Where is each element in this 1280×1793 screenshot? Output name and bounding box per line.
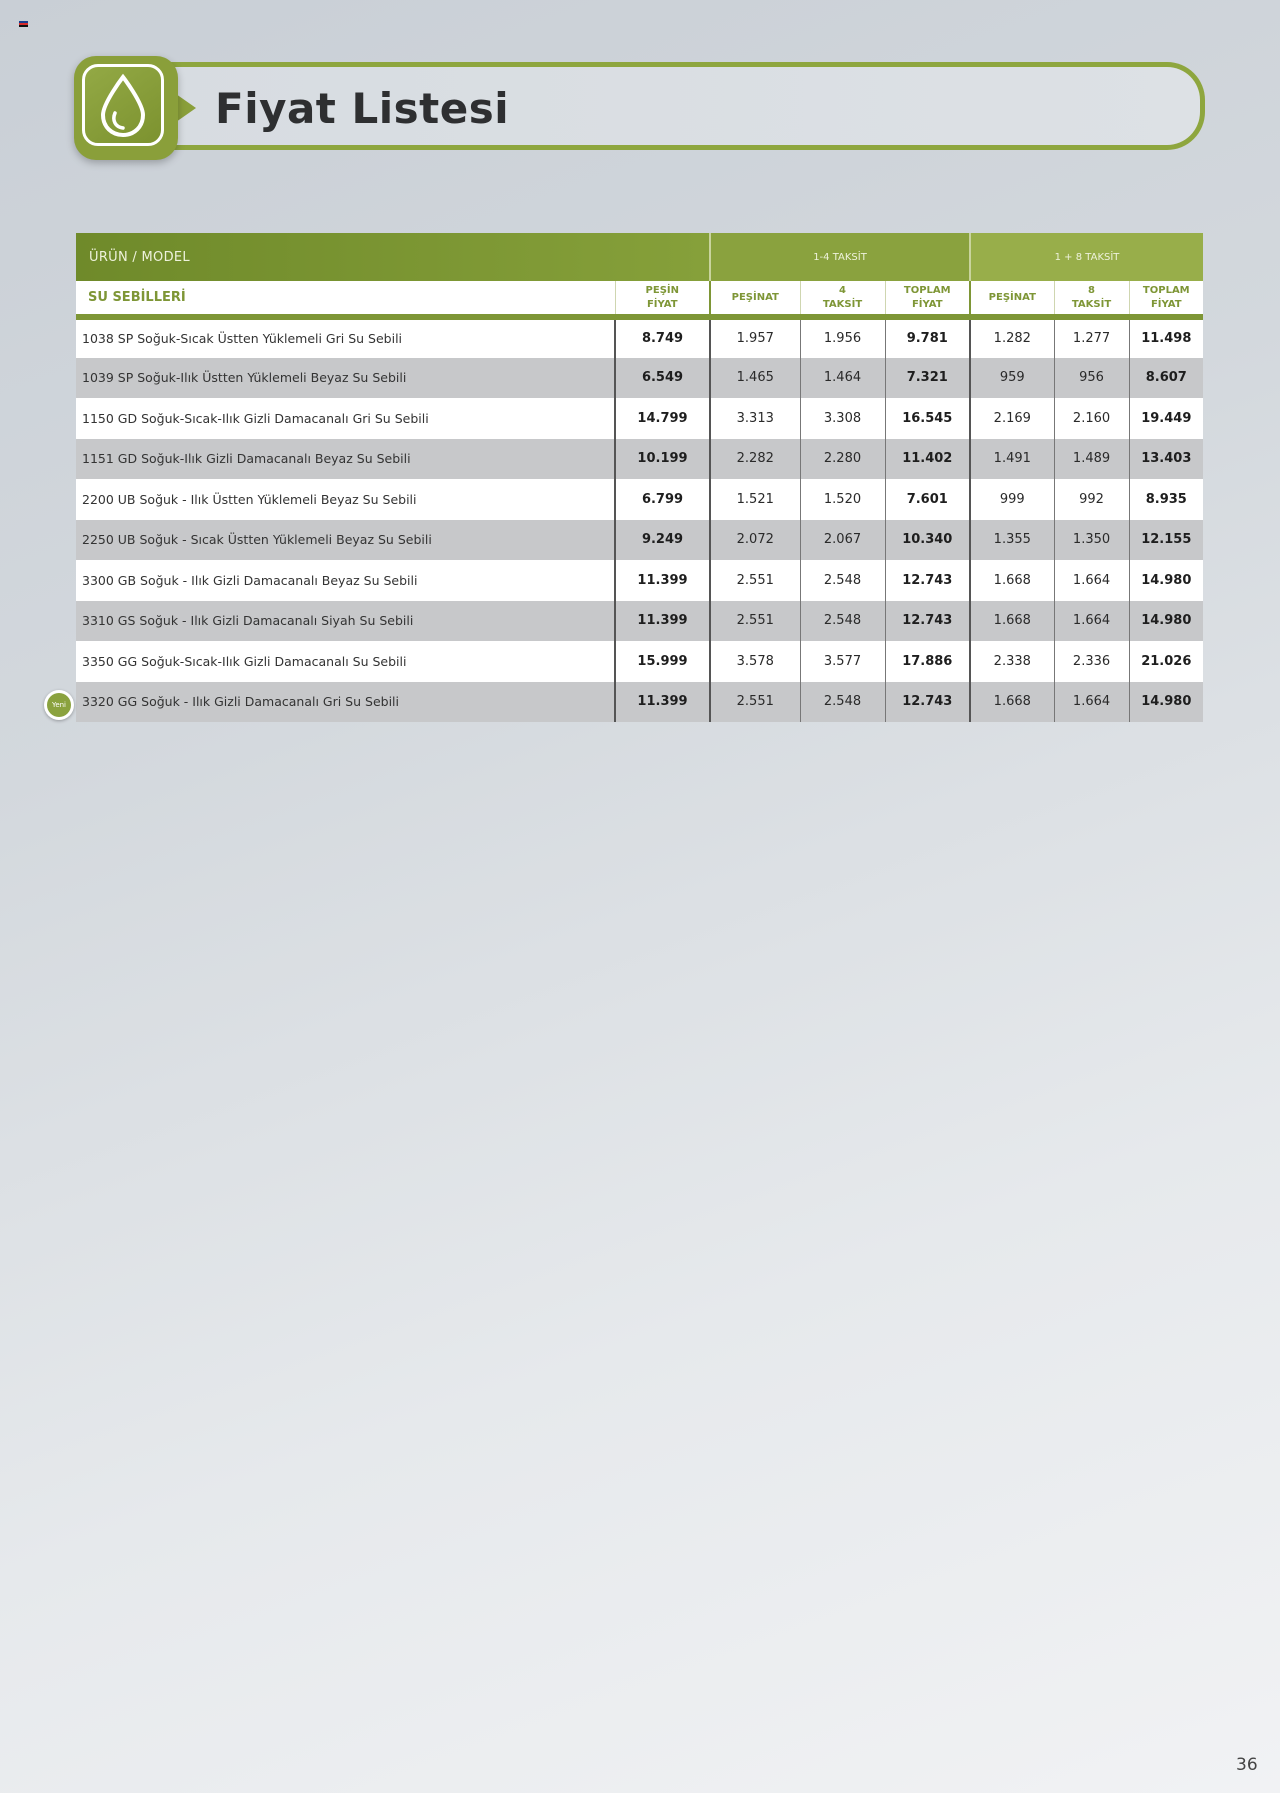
page-title: Fiyat Listesi (215, 84, 510, 133)
price-cell: 3.578 (710, 641, 800, 682)
price-cell: 3.577 (800, 641, 885, 682)
price-cell: 12.155 (1129, 520, 1203, 561)
price-cell: 1.956 (800, 317, 885, 358)
price-cell: 2.169 (970, 398, 1054, 439)
price-cell: 2.280 (800, 439, 885, 480)
price-cell: 6.549 (615, 358, 710, 399)
price-cell: 2.160 (1054, 398, 1129, 439)
price-cell: 959 (970, 358, 1054, 399)
sub-header-cell: PEŞİN FİYAT (615, 281, 710, 317)
price-cell: 12.743 (885, 560, 970, 601)
product-name: 1151 GD Soğuk-Ilık Gizli Damacanalı Beyaz Su Sebili (76, 439, 615, 480)
table-row (76, 641, 1203, 682)
table-row (76, 520, 1203, 561)
price-cell: 1.350 (1054, 520, 1129, 561)
price-cell: 7.321 (885, 358, 970, 399)
new-badge-label: Yeni (47, 693, 71, 717)
page-number: 36 (1236, 1755, 1258, 1775)
price-cell: 6.799 (615, 479, 710, 520)
price-cell: 1.277 (1054, 317, 1129, 358)
price-cell: 1.668 (970, 560, 1054, 601)
product-name: 3320 GG Soğuk - Ilık Gizli Damacanalı Gri Su Sebili (76, 682, 615, 723)
table-row (76, 479, 1203, 520)
price-cell: 1.664 (1054, 682, 1129, 723)
category-label: SU SEBİLLERİ (76, 281, 615, 317)
price-cell: 1.520 (800, 479, 885, 520)
product-name: 2250 UB Soğuk - Sıcak Üstten Yüklemeli Beyaz Su Sebili (76, 520, 615, 561)
price-cell: 12.743 (885, 601, 970, 642)
price-cell: 2.551 (710, 682, 800, 723)
table-row (76, 358, 1203, 399)
table-row (76, 560, 1203, 601)
price-cell: 8.935 (1129, 479, 1203, 520)
price-cell: 7.601 (885, 479, 970, 520)
product-name: 2200 UB Soğuk - Ilık Üstten Yüklemeli Beyaz Su Sebili (76, 479, 615, 520)
price-cell: 11.498 (1129, 317, 1203, 358)
price-cell: 9.781 (885, 317, 970, 358)
price-cell: 10.340 (885, 520, 970, 561)
price-cell: 14.980 (1129, 601, 1203, 642)
table-row (76, 398, 1203, 439)
price-cell: 1.668 (970, 601, 1054, 642)
price-cell: 9.249 (615, 520, 710, 561)
product-name: 3310 GS Soğuk - Ilık Gizli Damacanalı Siyah Su Sebili (76, 601, 615, 642)
price-cell: 1.282 (970, 317, 1054, 358)
price-cell: 2.551 (710, 560, 800, 601)
sub-header-cell: PEŞİNAT (710, 281, 800, 317)
price-cell: 11.399 (615, 601, 710, 642)
price-cell: 13.403 (1129, 439, 1203, 480)
price-cell: 1.491 (970, 439, 1054, 480)
price-cell: 19.449 (1129, 398, 1203, 439)
price-cell: 21.026 (1129, 641, 1203, 682)
price-cell: 1.668 (970, 682, 1054, 723)
price-cell: 1.465 (710, 358, 800, 399)
price-cell: 956 (1054, 358, 1129, 399)
logo-pointer (176, 94, 196, 122)
sub-header-cell: PEŞİNAT (970, 281, 1054, 317)
price-cell: 2.548 (800, 601, 885, 642)
new-badge (44, 690, 74, 720)
product-name: 1038 SP Soğuk-Sıcak Üstten Yüklemeli Gri Su Sebili (76, 317, 615, 358)
price-cell: 2.551 (710, 601, 800, 642)
table-row (76, 682, 1203, 723)
col-model-header: ÜRÜN / MODEL (76, 233, 710, 281)
group-header-1: 1-4 TAKSİT (710, 233, 970, 281)
price-cell: 2.338 (970, 641, 1054, 682)
price-cell: 12.743 (885, 682, 970, 723)
sub-header-cell: 4 TAKSİT (800, 281, 885, 317)
sub-header-cell: 8 TAKSİT (1054, 281, 1129, 317)
price-cell: 2.067 (800, 520, 885, 561)
price-cell: 2.548 (800, 682, 885, 723)
price-cell: 1.664 (1054, 560, 1129, 601)
product-name: 3350 GG Soğuk-Sıcak-Ilık Gizli Damacanalı Su Sebili (76, 641, 615, 682)
product-name: 1039 SP Soğuk-Ilık Üstten Yüklemeli Beyaz Su Sebili (76, 358, 615, 399)
table-row (76, 601, 1203, 642)
price-cell: 2.072 (710, 520, 800, 561)
price-cell: 1.464 (800, 358, 885, 399)
sub-header-cell: TOPLAM FİYAT (885, 281, 970, 317)
price-cell: 2.282 (710, 439, 800, 480)
price-cell: 1.489 (1054, 439, 1129, 480)
price-cell: 3.308 (800, 398, 885, 439)
group-header-2: 1 + 8 TAKSİT (970, 233, 1203, 281)
logo (74, 56, 178, 160)
table-group-header (76, 233, 1203, 281)
price-cell: 3.313 (710, 398, 800, 439)
price-cell: 16.545 (885, 398, 970, 439)
price-cell: 14.799 (615, 398, 710, 439)
price-cell: 15.999 (615, 641, 710, 682)
price-cell: 10.199 (615, 439, 710, 480)
price-cell: 17.886 (885, 641, 970, 682)
flag-icon (19, 21, 28, 27)
product-name: 3300 GB Soğuk - Ilık Gizli Damacanalı Beyaz Su Sebili (76, 560, 615, 601)
price-table (76, 233, 1203, 722)
price-cell: 1.355 (970, 520, 1054, 561)
water-drop-icon (85, 67, 161, 143)
table-row (76, 439, 1203, 480)
price-cell: 11.402 (885, 439, 970, 480)
price-cell: 1.664 (1054, 601, 1129, 642)
product-name: 1150 GD Soğuk-Sıcak-Ilık Gizli Damacanalı Gri Su Sebili (76, 398, 615, 439)
table-row (76, 317, 1203, 358)
price-cell: 8.607 (1129, 358, 1203, 399)
price-cell: 999 (970, 479, 1054, 520)
price-cell: 8.749 (615, 317, 710, 358)
price-cell: 11.399 (615, 560, 710, 601)
sub-header-cell: TOPLAM FİYAT (1129, 281, 1203, 317)
price-cell: 1.957 (710, 317, 800, 358)
price-cell: 14.980 (1129, 682, 1203, 723)
price-cell: 11.399 (615, 682, 710, 723)
price-cell: 2.336 (1054, 641, 1129, 682)
price-cell: 1.521 (710, 479, 800, 520)
price-cell: 992 (1054, 479, 1129, 520)
table-sub-header (76, 281, 1203, 317)
price-cell: 2.548 (800, 560, 885, 601)
price-cell: 14.980 (1129, 560, 1203, 601)
